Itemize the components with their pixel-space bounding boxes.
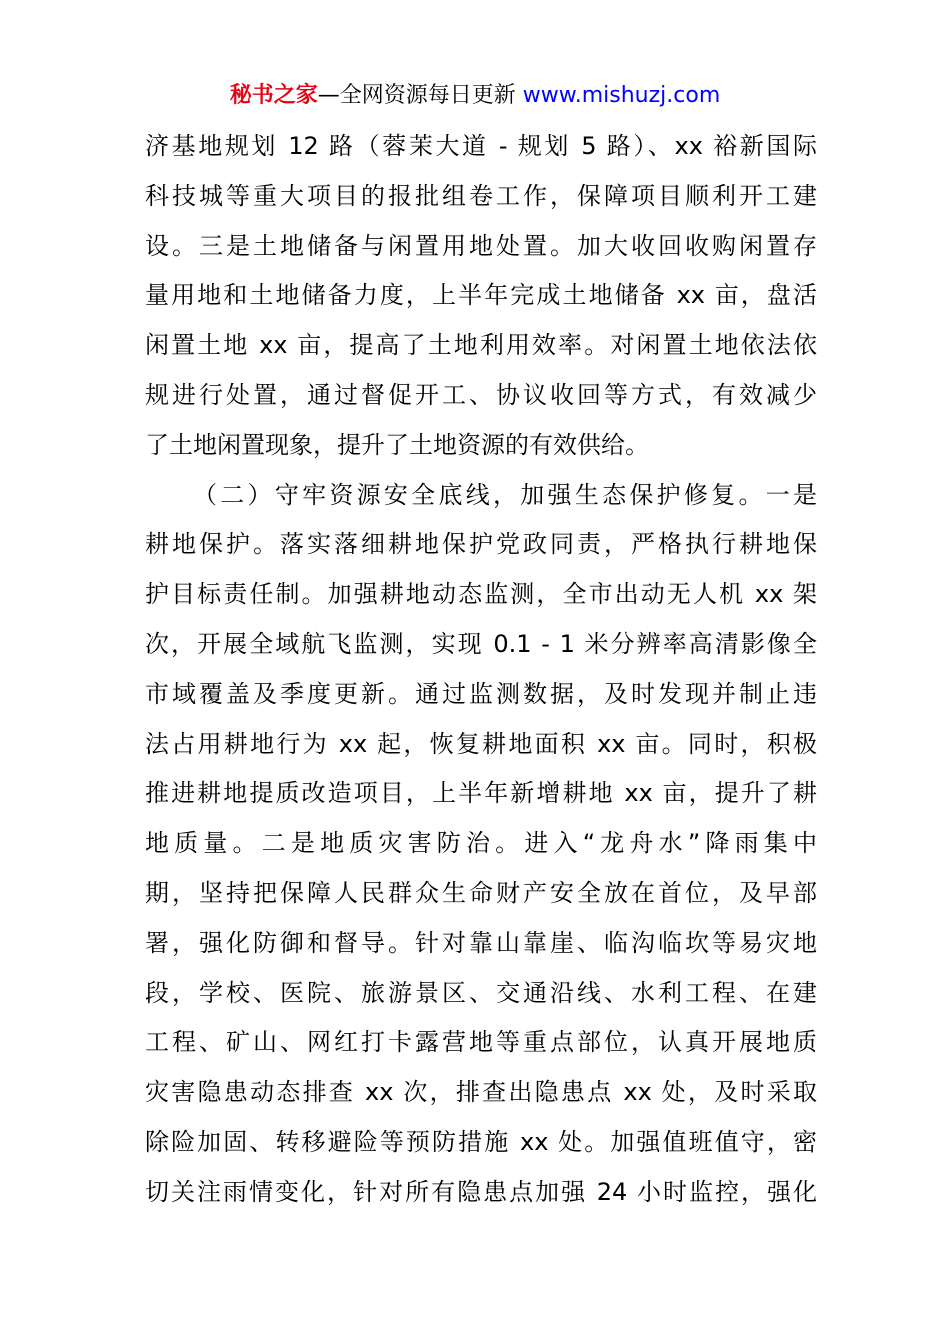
text-line: 署，强化防御和督导。针对靠山靠崖、临沟临坎等易灾地 (145, 928, 817, 957)
text-line: 次，开展全域航飞监测，实现 0.1 - 1 米分辨率高清影像全 (145, 629, 817, 658)
site-brand: 秘书之家 (229, 83, 318, 108)
text-line: 科技城等重大项目的报批组卷工作，保障项目顺利开工建 (145, 181, 817, 210)
site-url-link[interactable]: www.mishuzj.com (522, 83, 721, 108)
text-line: 耕地保护。落实落细耕地保护党政同责，严格执行耕地保 (145, 530, 817, 559)
section-heading-line: （二）守牢资源安全底线，加强生态保护修复。一是 (193, 480, 817, 509)
text-line: 市域覆盖及季度更新。通过监测数据，及时发现并制止违 (145, 679, 817, 708)
text-line: 除险加固、转移避险等预防措施 xx 处。加强值班值守，密 (145, 1127, 817, 1156)
text-line: 济基地规划 12 路（蓉茉大道 - 规划 5 路）、xx 裕新国际 (145, 132, 817, 160)
text-line: 切关注雨情变化，针对所有隐患点加强 24 小时监控，强化 (145, 1177, 817, 1206)
text-line: 规进行处置，通过督促开工、协议收回等方式，有效减少 (145, 380, 817, 409)
site-tagline: —全网资源每日更新 (317, 83, 516, 108)
text-line: 法占用耕地行为 xx 起，恢复耕地面积 xx 亩。同时，积极 (145, 729, 817, 758)
text-line: 地质量。二是地质灾害防治。进入“龙舟水”降雨集中 (145, 829, 817, 858)
text-line: 量用地和土地储备力度，上半年完成土地储备 xx 亩，盘活 (145, 281, 817, 310)
text-line: 闲置土地 xx 亩，提高了土地利用效率。对闲置土地依法依 (145, 331, 817, 360)
text-line: 推进耕地提质改造项目，上半年新增耕地 xx 亩，提升了耕 (145, 779, 817, 808)
text-line: 工程、矿山、网红打卡露营地等重点部位，认真开展地质 (145, 1028, 817, 1057)
text-line: 灾害隐患动态排查 xx 次，排查出隐患点 xx 处，及时采取 (145, 1078, 817, 1107)
text-line: 段，学校、医院、旅游景区、交通沿线、水利工程、在建 (145, 978, 817, 1007)
text-line: 了土地闲置现象，提升了土地资源的有效供给。 (145, 430, 649, 459)
site-header (0, 80, 950, 112)
text-line: 护目标责任制。加强耕地动态监测，全市出动无人机 xx 架 (145, 580, 817, 609)
document-body (145, 122, 817, 1218)
text-line: 期，坚持把保障人民群众生命财产安全放在首位，及早部 (145, 878, 817, 907)
text-line: 设。三是土地储备与闲置用地处置。加大收回收购闲置存 (145, 231, 817, 260)
